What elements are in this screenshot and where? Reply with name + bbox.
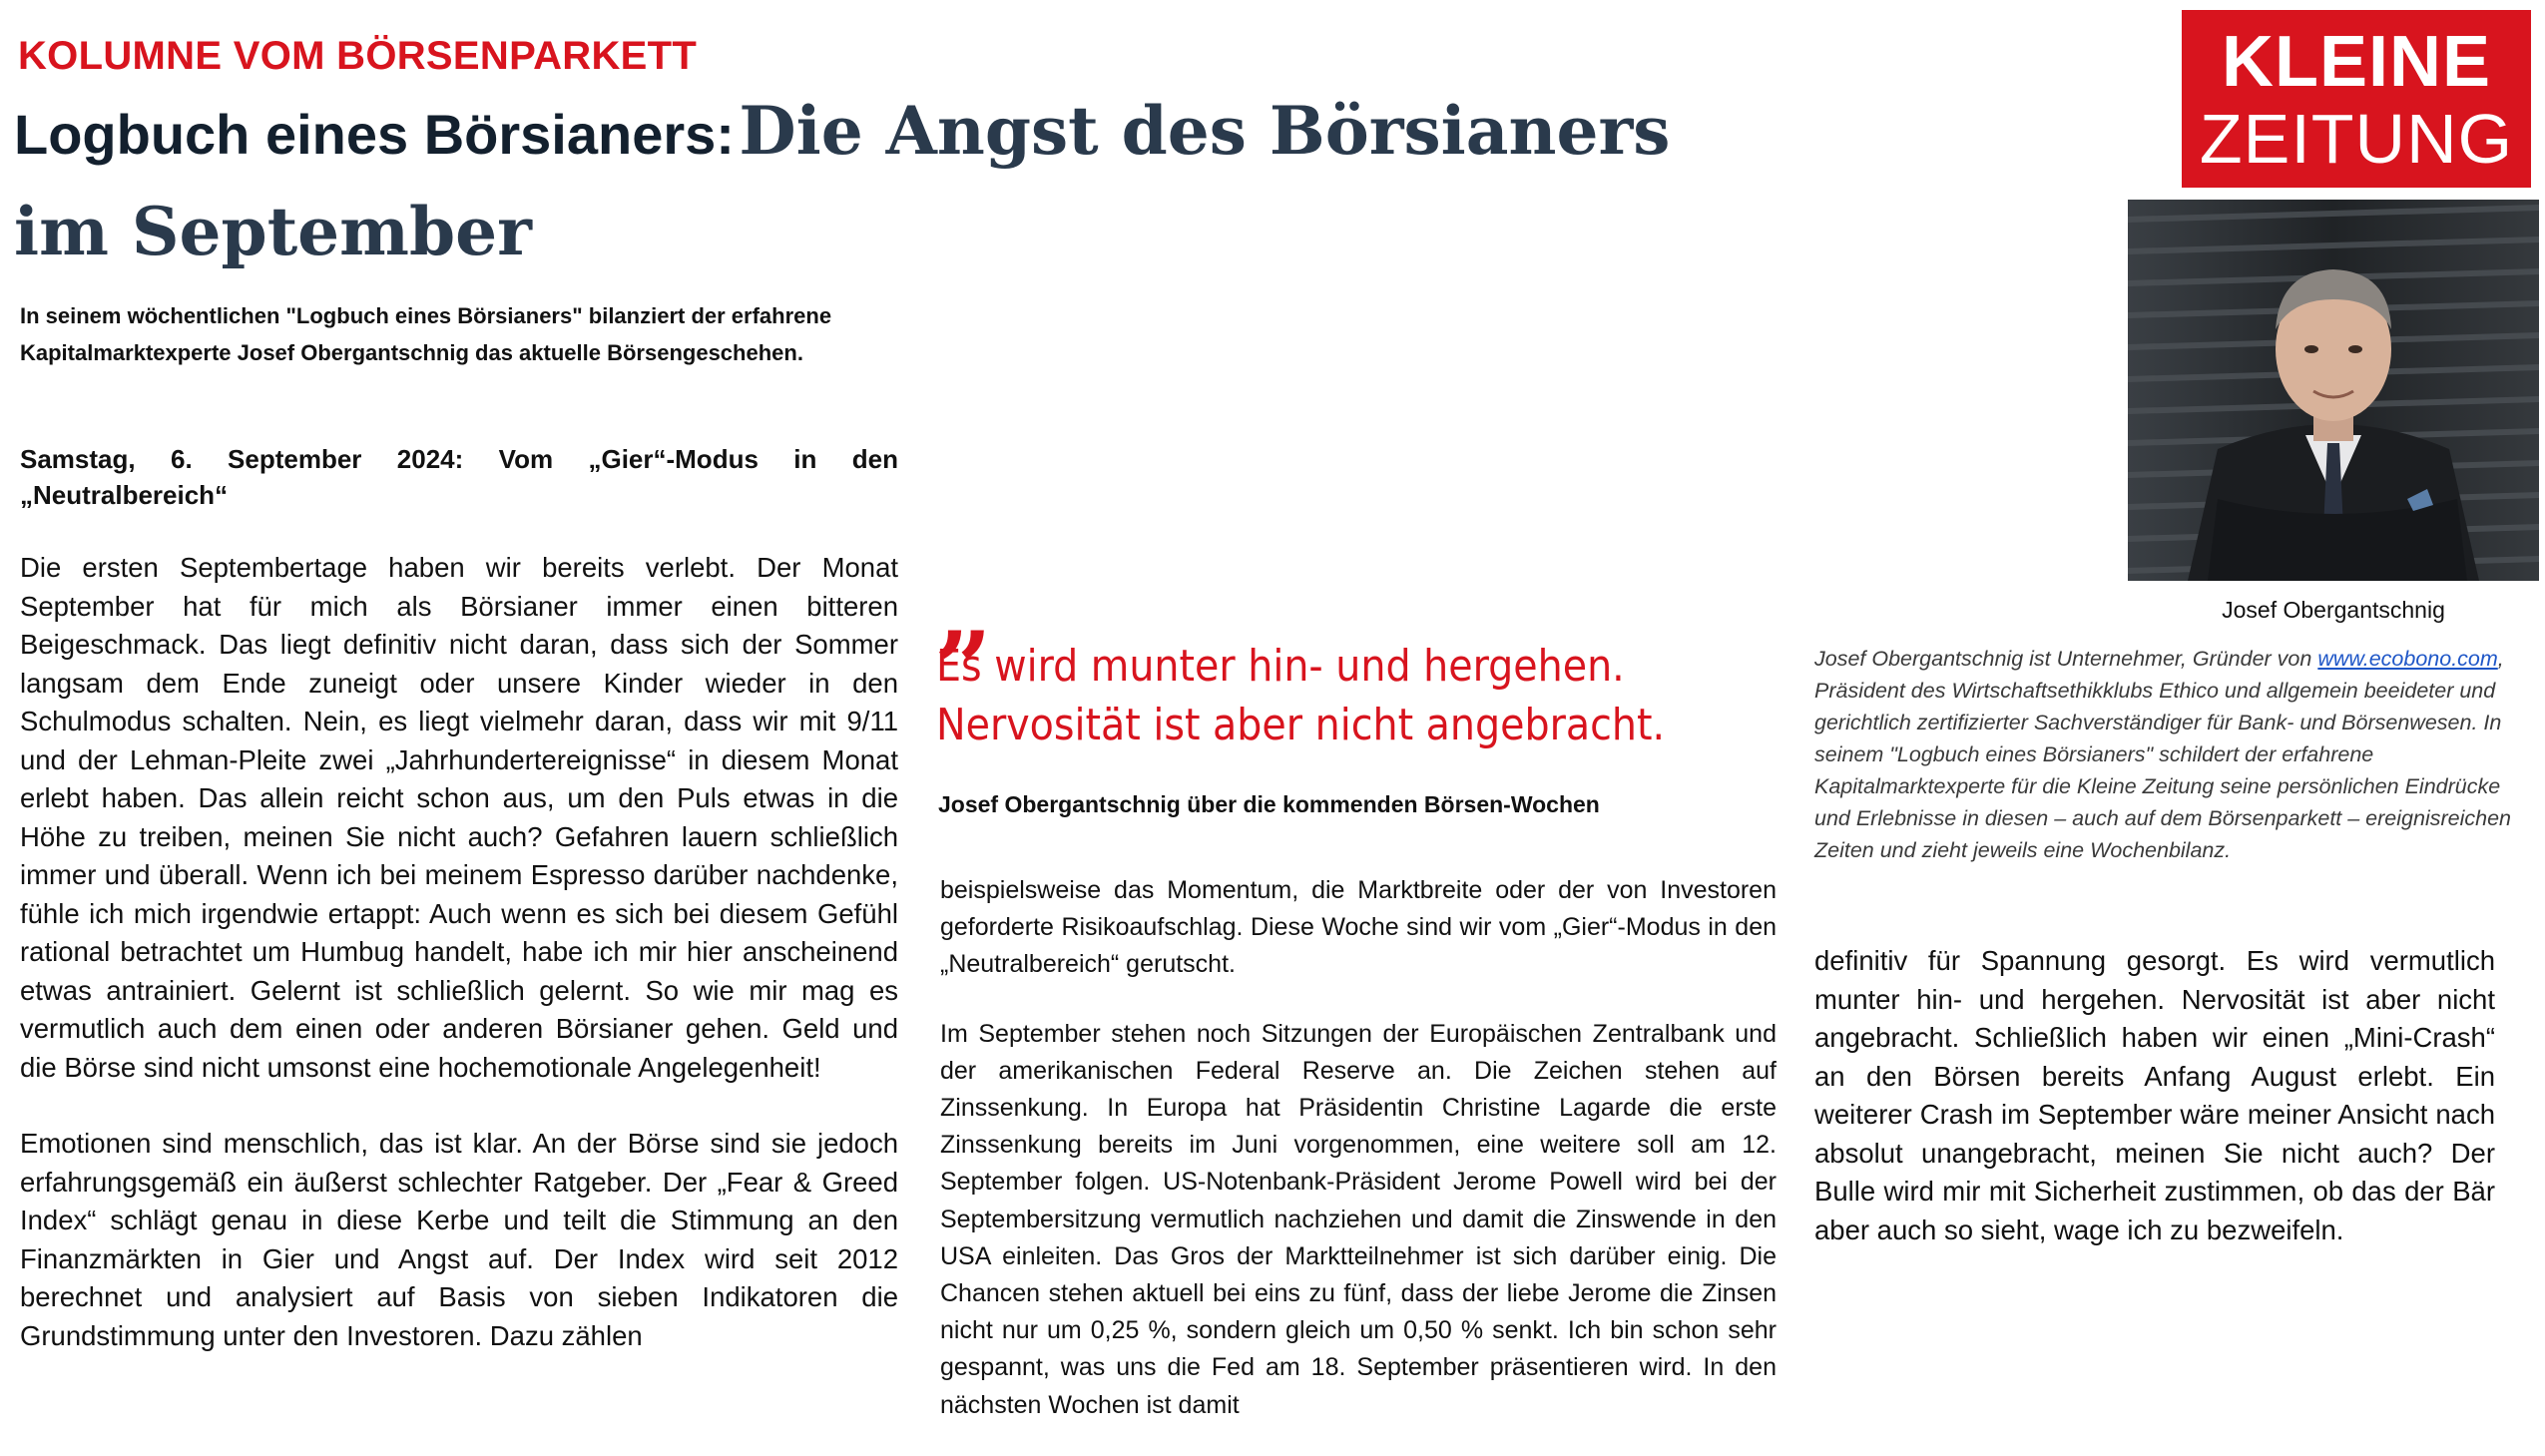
teaser-line-1: In seinem wöchentlichen "Logbuch eines Börsianers" bilanziert der erfahrene bbox=[20, 303, 832, 328]
article-column-3 bbox=[1814, 942, 2495, 1249]
article-column-1 bbox=[20, 441, 898, 1355]
headline-prefix: Logbuch eines Börsianers: bbox=[14, 103, 735, 166]
logo-line-1: KLEINE bbox=[2221, 22, 2492, 102]
date-heading: Samstag, 6. September 2024: Vom „Gier“-Modus in den „Neutralbereich“ bbox=[20, 444, 898, 510]
portrait-image bbox=[2128, 200, 2539, 581]
page-title bbox=[14, 90, 1800, 291]
ecobono-link[interactable]: www.ecobono.com bbox=[2317, 647, 2498, 671]
author-portrait bbox=[2128, 200, 2539, 581]
headline-title-line2: im September bbox=[14, 193, 532, 270]
paragraph: definitiv für Spannung gesorgt. Es wird vermutlich munter hin- und hergehen. Nervosität ist aber nicht angebracht. Schließlich haben wir einen „Mini-Crash“ an den Börsen bereits Anfang August erlebt. Ein weiterer Crash im September wäre meiner Ansicht nach absolut unangebracht, meinen Sie nicht auch? Der Bulle wird mir mit Sicherheit zustimmen, ob das der Bär aber auch so sieht, wage ich zu bezweifeln. bbox=[1814, 945, 2495, 1245]
paragraph: Die ersten Septembertage haben wir bereits verlebt. Der Monat September hat für mich als Börsianer immer einen bitteren Beigeschmack. Das liegt definitiv nicht daran, dass sich der Sommer langsam dem Ende zuneigt oder unsere Kinder wieder in den Schulmodus schalten. Nein, es liegt vielmehr daran, dass wir mit 9/11 und der Lehman-Pleite zwei „Jahrhundertereignisse“ in diesem Monat erlebt haben. Das allein reicht schon aus, um den Puls etwas in die Höhe zu treiben, meinen Sie nicht auch? Gefahren lauern schließlich immer und überall. Wenn ich bei meinem Espresso darüber nachdenke, fühle ich mich irgendwie ertappt: Auch wenn es sich bei diesem Gefühl rational betrachtet um Humbug handelt, habe ich mir hier anscheinend etwas antrainiert. Gelernt ist schließlich gelernt. So wie mir mag es vermutlich auch dem einen oder anderen Börsianer gehen. Geld und die Börse sind nicht umsonst eine hochemotionale Angelegenheit! bbox=[20, 552, 898, 1083]
bio-lead: Josef Obergantschnig ist Unternehmer, Gründer von bbox=[1814, 647, 2312, 671]
quote-mark-icon: „ bbox=[936, 552, 994, 670]
article-teaser bbox=[20, 297, 1018, 371]
headline-title-line1: Die Angst des Börsianers bbox=[739, 92, 1671, 170]
logo-line-2: ZEITUNG bbox=[2199, 100, 2514, 178]
section-kicker: KOLUMNE VOM BÖRSENPARKETT bbox=[18, 34, 698, 78]
quote-attribution: Josef Obergantschnig über die kommenden Börsen-Wochen bbox=[938, 791, 1600, 817]
portrait-caption: Josef Obergantschnig bbox=[2222, 597, 2445, 623]
pull-quote-line-1: Es wird munter hin- und hergehen. bbox=[936, 641, 1625, 692]
pull-quote-line-2: Nervosität ist aber nicht angebracht. bbox=[936, 700, 1666, 750]
paragraph: Im September stehen noch Sitzungen der Europäischen Zentralbank und der amerikanischen Federal Reserve an. Die Zeichen stehen auf Zinssenkung. In Europa hat Präsidentin Christine Lagarde die erste Zinssenkung bereits im Juni vorgenommen, eine weitere soll am 12. September folgen. US-Notenbank-Präsident Jerome Powell wird bei der Septembersitzung vermutlich nachziehen und damit die Zinswende in den USA einleiten. Das Gros der Marktteilnehmer ist sich darüber einig. Die Chancen stehen aktuell bei eins zu fünf, dass der liebe Jerome die Zinsen nicht nur um 0,25 %, sondern gleich um 0,50 % senkt. Ich bin schon sehr gespannt, was uns die Fed am 18. September präsentieren wird. In den nächsten Wochen ist damit bbox=[940, 1019, 1777, 1419]
article-column-2 bbox=[940, 872, 1777, 1456]
author-bio bbox=[1814, 643, 2533, 866]
pull-quote bbox=[936, 637, 1834, 754]
bio-rest: , Präsident des Wirtschaftsethikklubs Ethico und allgemein beeideter und gerichtlich zertifizierter Sachverständiger für Bank- und Börsenwesen. In seinem "Logbuch eines Börsianers" schildert der erfahrene Kapitalmarktexperte für die Kleine Zeitung seine persönlichen Eindrücke und Erlebnisse in diesen – auch auf dem Börsenparkett – ereignisreichen Zeiten und zieht jeweils eine Wochenbilanz. bbox=[1814, 647, 2511, 862]
kleine-zeitung-logo bbox=[2182, 10, 2531, 188]
paragraph: beispielsweise das Momentum, die Marktbreite oder der von Investoren geforderte Risikoaufschlag. Diese Woche sind wir vom „Gier“-Modus in den „Neutralbereich“ gerutscht. bbox=[940, 876, 1777, 979]
teaser-line-2: Kapitalmarktexperte Josef Obergantschnig das aktuelle Börsengeschehen. bbox=[20, 340, 803, 365]
paragraph: Emotionen sind menschlich, das ist klar. An der Börse sind sie jedoch erfahrungsgemäß ein äußerst schlechter Ratgeber. Der „Fear & Greed Index“ schlägt genau in diese Kerbe und teilt die Stimmung an den Finanzmärkten in Gier und Angst auf. Der Index wird seit 2012 berechnet und analysiert auf Basis von sieben Indikatoren die Grundstimmung unter den Investoren. Dazu zählen bbox=[20, 1128, 898, 1351]
